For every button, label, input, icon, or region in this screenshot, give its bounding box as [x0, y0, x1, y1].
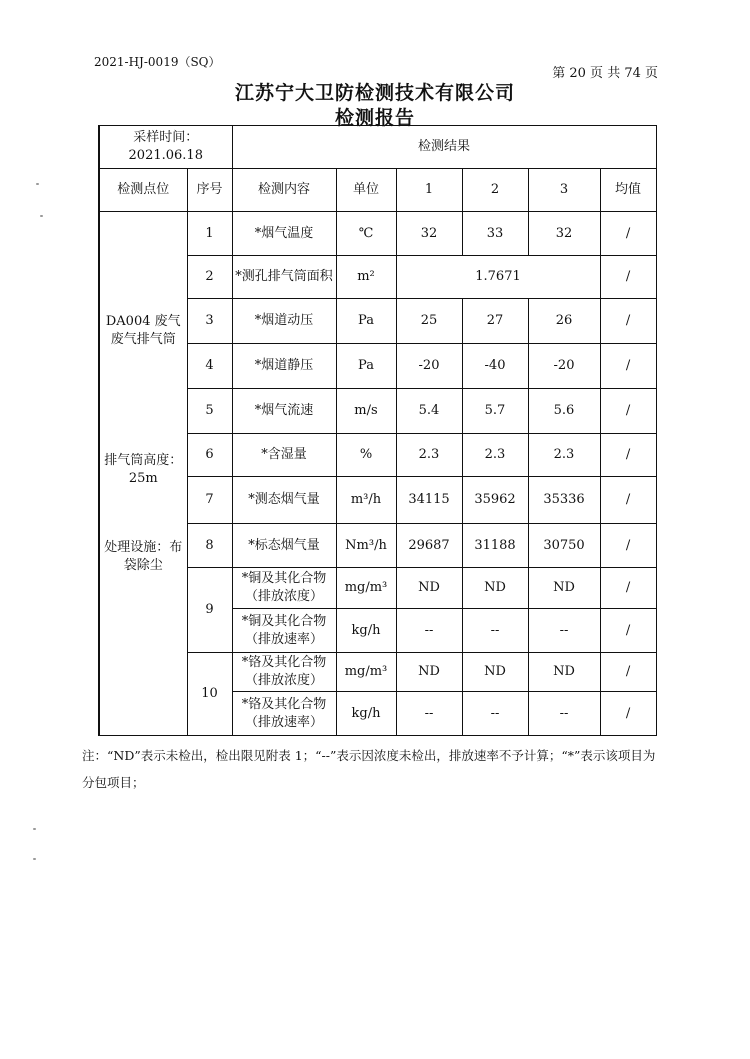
unit-cell: mg/m³ — [336, 568, 396, 609]
avg-cell: / — [600, 477, 656, 524]
seq-cell: 5 — [187, 389, 232, 434]
seq-cell: 7 — [187, 477, 232, 524]
value-cell: 5.7 — [462, 389, 528, 434]
item-cell: *烟气流速 — [232, 389, 336, 434]
seq-cell: 8 — [187, 524, 232, 568]
value-cell: ND — [528, 653, 600, 692]
column-header-row — [99, 169, 656, 212]
col-location-header: 检测点位 — [99, 169, 187, 212]
item-cell: *铜及其化合物（排放浓度） — [232, 568, 336, 609]
value-cell: 35962 — [462, 477, 528, 524]
avg-cell: / — [600, 568, 656, 609]
value-cell: 5.6 — [528, 389, 600, 434]
avg-cell: / — [600, 524, 656, 568]
unit-cell: m/s — [336, 389, 396, 434]
unit-cell: Nm³/h — [336, 524, 396, 568]
location-name: DA004 废气废气排气筒 — [105, 314, 181, 347]
item-cell: *测态烟气量 — [232, 477, 336, 524]
unit-cell: kg/h — [336, 692, 396, 736]
value-cell: ND — [528, 568, 600, 609]
avg-cell: / — [600, 692, 656, 736]
unit-cell: kg/h — [336, 609, 396, 653]
value-cell: 2.3 — [462, 434, 528, 477]
document-id: 2021-HJ-0019（SQ） — [94, 55, 221, 69]
value-cell: -- — [528, 692, 600, 736]
avg-cell: / — [600, 609, 656, 653]
item-cell: *烟道动压 — [232, 299, 336, 344]
scan-speck — [36, 183, 39, 185]
seq-cell: 1 — [187, 212, 232, 256]
company-name: 江苏宁大卫防检测技术有限公司 — [234, 82, 515, 104]
seq-cell: 4 — [187, 344, 232, 389]
value-cell: ND — [396, 653, 462, 692]
stack-height: 排气筒高度：25m — [104, 453, 183, 486]
value-cell: 5.4 — [396, 389, 462, 434]
item-cell: *铬及其化合物（排放浓度） — [232, 653, 336, 692]
value-cell: -20 — [528, 344, 600, 389]
scan-speck — [33, 828, 36, 830]
value-cell: -- — [462, 692, 528, 736]
value-cell: ND — [396, 568, 462, 609]
value-cell: 35336 — [528, 477, 600, 524]
results-table — [98, 125, 657, 736]
value-cell: 33 — [462, 212, 528, 256]
value-cell: 27 — [462, 299, 528, 344]
seq-cell: 2 — [187, 256, 232, 299]
sampling-time-cell — [99, 126, 232, 169]
avg-cell: / — [600, 344, 656, 389]
value-cell: -- — [528, 609, 600, 653]
page-number: 第 20 页 共 74 页 — [552, 66, 658, 81]
unit-cell: Pa — [336, 344, 396, 389]
seq-cell: 10 — [187, 653, 232, 736]
col-seq-header: 序号 — [187, 169, 232, 212]
results-header: 检测结果 — [232, 126, 656, 169]
scan-speck — [33, 858, 36, 860]
unit-cell: m² — [336, 256, 396, 299]
value-cell: 32 — [528, 212, 600, 256]
value-cell: -20 — [396, 344, 462, 389]
unit-cell: m³/h — [336, 477, 396, 524]
value-cell: -- — [396, 609, 462, 653]
seq-cell: 3 — [187, 299, 232, 344]
value-cell: 32 — [396, 212, 462, 256]
item-cell: *烟道静压 — [232, 344, 336, 389]
avg-cell: / — [600, 256, 656, 299]
avg-cell: / — [600, 434, 656, 477]
value-cell: ND — [462, 653, 528, 692]
item-cell: *标态烟气量 — [232, 524, 336, 568]
unit-cell: mg/m³ — [336, 653, 396, 692]
seq-cell: 6 — [187, 434, 232, 477]
table-row — [99, 212, 656, 256]
avg-cell: / — [600, 299, 656, 344]
value-cell: 30750 — [528, 524, 600, 568]
value-cell: 2.3 — [396, 434, 462, 477]
sampling-date: 2021.06.18 — [128, 148, 203, 163]
value-cell: 25 — [396, 299, 462, 344]
item-cell: *铜及其化合物（排放速率） — [232, 609, 336, 653]
avg-cell: / — [600, 389, 656, 434]
unit-cell: % — [336, 434, 396, 477]
col-avg-header: 均值 — [600, 169, 656, 212]
item-cell: *含湿量 — [232, 434, 336, 477]
item-cell: *测孔排气筒面积 — [232, 256, 336, 299]
avg-cell: / — [600, 653, 656, 692]
unit-cell: Pa — [336, 299, 396, 344]
col-item-header: 检测内容 — [232, 169, 336, 212]
treatment-facility: 处理设施：布袋除尘 — [104, 540, 183, 573]
sampling-time-label: 采样时间： — [133, 130, 199, 146]
col-unit-header: 单位 — [336, 169, 396, 212]
value-cell: -- — [462, 609, 528, 653]
seq-cell: 9 — [187, 568, 232, 653]
table-header-row — [99, 126, 656, 169]
value-cell: 29687 — [396, 524, 462, 568]
col-3-header: 3 — [528, 169, 600, 212]
col-1-header: 1 — [396, 169, 462, 212]
location-cell — [99, 212, 187, 736]
merged-value-cell: 1.7671 — [396, 256, 600, 299]
table-notes: 注：“ND”表示未检出，检出限见附表 1；“--”表示因浓度未检出，排放速率不予计算；“*”表示该项目为分包项目； — [82, 748, 656, 790]
value-cell: -40 — [462, 344, 528, 389]
unit-cell: ℃ — [336, 212, 396, 256]
value-cell: 2.3 — [528, 434, 600, 477]
value-cell: -- — [396, 692, 462, 736]
value-cell: 34115 — [396, 477, 462, 524]
col-2-header: 2 — [462, 169, 528, 212]
item-cell: *烟气温度 — [232, 212, 336, 256]
scan-speck — [40, 215, 43, 217]
item-cell: *铬及其化合物（排放速率） — [232, 692, 336, 736]
value-cell: 26 — [528, 299, 600, 344]
report-title: 检测报告 — [334, 107, 415, 129]
value-cell: ND — [462, 568, 528, 609]
value-cell: 31188 — [462, 524, 528, 568]
avg-cell: / — [600, 212, 656, 256]
